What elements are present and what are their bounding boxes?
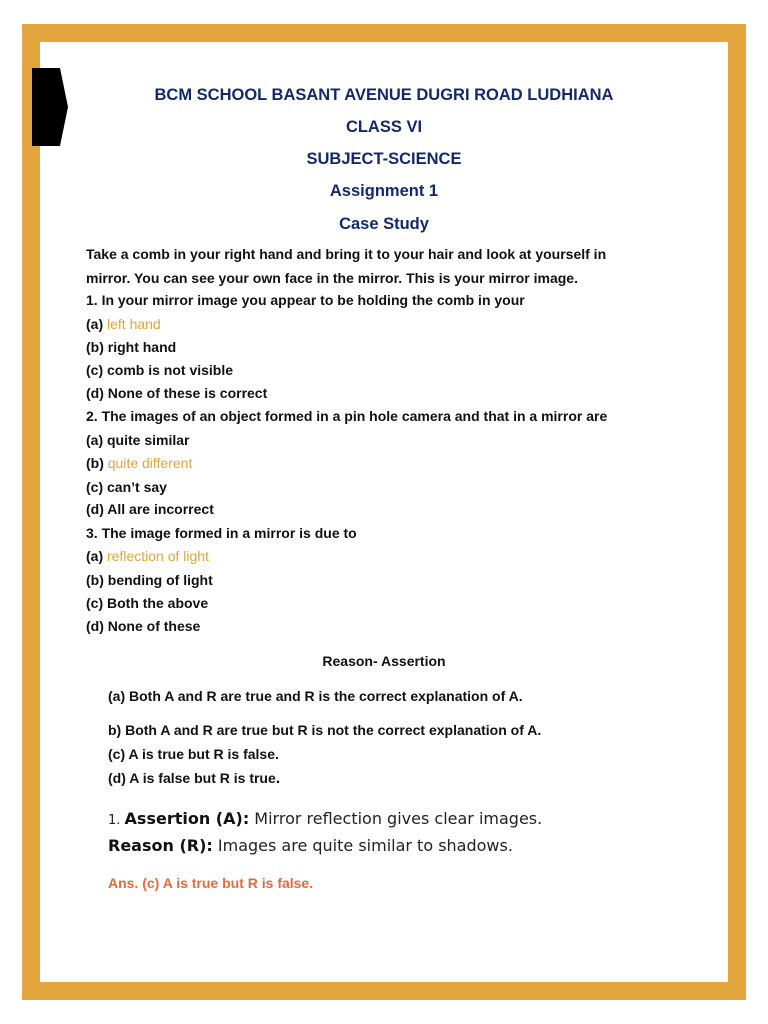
reason-label: Reason (R): [108, 836, 213, 855]
question-2: 2. The images of an object formed in a pin hole camera and that in a mirror are [86, 408, 608, 424]
q1-option-c: (c) comb is not visible [86, 362, 234, 378]
ra-option-c: (c) A is true but R is false. [108, 746, 279, 762]
q1-option-d: (d) None of these is correct [86, 385, 268, 401]
question-3: 3. The image formed in a mirror is due to [86, 525, 357, 541]
class-label: CLASS VI [345, 118, 423, 136]
ra-option-d: (d) A is false but R is true. [108, 770, 281, 787]
reason-text: Images are quite similar to shadows. [212, 836, 513, 855]
q2-option-d: (d) All are incorrect [86, 501, 214, 517]
q1-option-a: (a) left hand [86, 316, 161, 332]
passage-line-2: mirror. You can see your own face in the mirror. This is your mirror image. [86, 270, 578, 286]
q2-correct-answer: quite different [107, 455, 193, 471]
ra-option-a: (a) Both A and R are true and R is the correct explanation of A. [108, 688, 523, 704]
reason-assertion-title: Reason- Assertion [322, 653, 446, 669]
question-1: 1. In your mirror image you appear to be holding the comb in your [86, 292, 525, 308]
assertion-text: Mirror reflection gives clear images. [249, 809, 543, 828]
subject-label: SUBJECT-SCIENCE [306, 150, 462, 168]
assertion-line: 1. Assertion (A): Mirror reflection gives clear images. [108, 809, 543, 828]
school-name: BCM SCHOOL BASANT AVENUE DUGRI ROAD LUDHIANA [154, 86, 614, 104]
assertion-label: Assertion (A): [124, 809, 250, 828]
q3-option-c: (c) Both the above [86, 595, 209, 611]
q3-correct-answer: reflection of light [107, 548, 209, 564]
q2-option-a: (a) quite similar [86, 432, 190, 448]
section-title: Case Study [339, 215, 429, 233]
ra-option-b: b) Both A and R are true but R is not the correct explanation of A. [108, 722, 542, 738]
reason-line [108, 836, 708, 855]
q1-option-b: (b) right hand [86, 339, 177, 355]
passage-line-1: Take a comb in your right hand and bring it to your hair and look at yourself in [86, 246, 607, 262]
q2-option-c: (c) can’t say [86, 479, 167, 495]
q2-option-b: (b) quite different [86, 455, 193, 471]
q3-option-a: (a) reflection of light [86, 548, 209, 564]
q1-correct-answer: left hand [107, 316, 161, 332]
final-answer: Ans. (c) A is true but R is false. [108, 875, 314, 891]
q3-option-d: (d) None of these [86, 618, 201, 634]
q3-option-b: (b) bending of light [86, 572, 213, 588]
assignment-title: Assignment 1 [329, 182, 439, 200]
